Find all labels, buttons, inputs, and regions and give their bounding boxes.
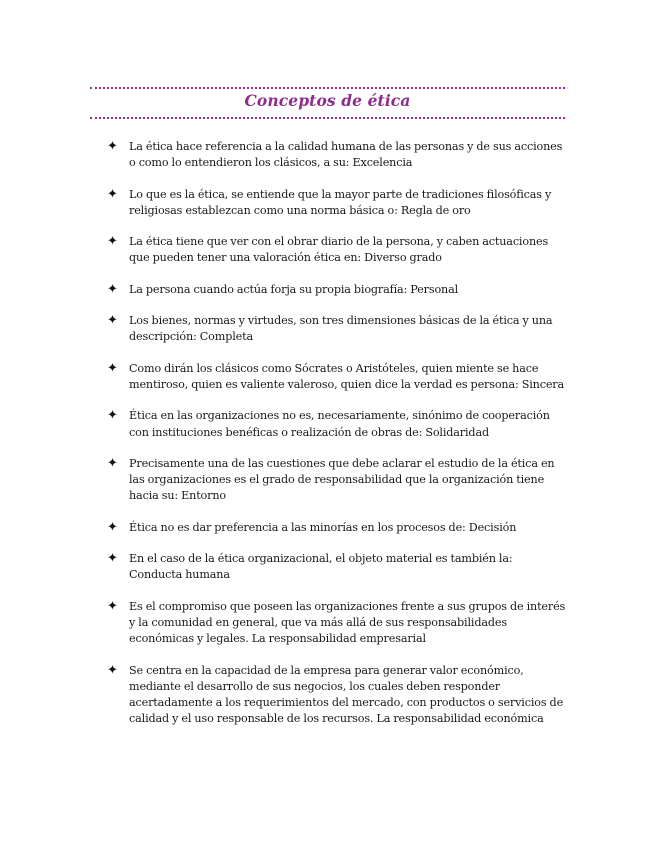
list-item (107, 456, 567, 505)
list-item-text: La ética tiene que ver con el obrar diario de la persona, y caben actuaciones que pueden tener una valoración ética en: Diverso grado (129, 235, 549, 265)
star-bullet-icon: ✦ (107, 186, 118, 202)
list-item (107, 313, 567, 345)
list-item (107, 520, 567, 536)
list-item (107, 234, 567, 266)
list-item-text: La ética hace referencia a la calidad humana de las personas y de sus acciones o como lo entendieron los clásicos, a su: Excelencia (129, 140, 563, 170)
star-bullet-icon: ✦ (107, 234, 118, 250)
list-item (107, 361, 567, 393)
list-item-text: La persona cuando actúa forja su propia biografía: Personal (129, 282, 459, 296)
list-item (107, 599, 567, 648)
list-item (107, 139, 567, 171)
star-bullet-icon: ✦ (107, 313, 118, 329)
concept-list (107, 139, 567, 743)
star-bullet-icon: ✦ (107, 360, 118, 376)
star-bullet-icon: ✦ (107, 408, 118, 424)
list-item-text: Ética en las organizaciones no es, necesariamente, sinónimo de cooperación con instituciones benéficas o realización de obras de: Solidaridad (129, 409, 550, 439)
list-item-text: Lo que es la ética, se entiende que la mayor parte de tradiciones filosóficas y religiosas establezcan como una norma básica o: Regla de oro (129, 187, 552, 217)
star-bullet-icon: ✦ (107, 662, 118, 678)
list-item (107, 551, 567, 583)
star-bullet-icon: ✦ (107, 281, 118, 297)
list-item-text: Es el compromiso que poseen las organizaciones frente a sus grupos de interés y la comunidad en general, que va más allá de sus responsabilidades económicas y legales. La responsabilidad empresarial (129, 599, 566, 646)
list-item-text: Precisamente una de las cuestiones que debe aclarar el estudio de la ética en las organizaciones es el grado de responsabilidad que la organización tiene hacia su: Entorno (129, 456, 555, 503)
star-bullet-icon: ✦ (107, 551, 118, 567)
star-bullet-icon: ✦ (107, 455, 118, 471)
list-item (107, 282, 567, 298)
star-bullet-icon: ✦ (107, 139, 118, 154)
list-item (107, 408, 567, 440)
list-item-text: Como dirán los clásicos como Sócrates o Aristóteles, quien miente se hace mentiroso, quien es valiente valeroso, quien dice la verdad es persona: Sincera (129, 361, 565, 391)
list-item-text: Los bienes, normas y virtudes, son tres dimensiones básicas de la ética y una descripción: Completa (129, 314, 553, 344)
title-band (90, 87, 565, 119)
list-item (107, 663, 567, 728)
page-title: Conceptos de ética (244, 91, 411, 110)
star-bullet-icon: ✦ (107, 519, 118, 535)
list-item-text: Se centra en la capacidad de la empresa para generar valor económico, mediante el desarrollo de sus negocios, los cuales deben responder acertadamente a los requerimientos del mercado, con productos o servicios de calidad y el uso responsable de los recursos. La responsabilidad económica (129, 663, 564, 726)
star-bullet-icon: ✦ (107, 598, 118, 614)
list-item (107, 187, 567, 219)
list-item-text: Ética no es dar preferencia a las minorías en los procesos de: Decisión (129, 520, 517, 534)
list-item-text: En el caso de la ética organizacional, el objeto material es también la: Conducta humana (129, 552, 513, 582)
